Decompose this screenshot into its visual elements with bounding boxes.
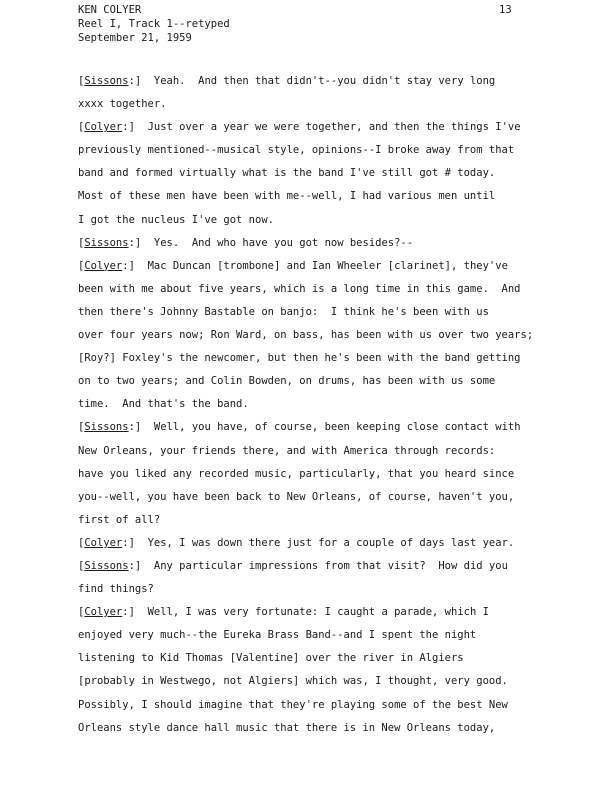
line-text: Well, I was very fortunate: I caught a parade, which I: [134, 606, 489, 619]
line-text: then there's Johnny Bastable on banjo: I think he's been with us: [78, 305, 489, 318]
line-text: New Orleans, your friends there, and with America through records:: [78, 444, 496, 457]
speaker-label: Sissons: [84, 559, 129, 572]
transcript-line: [78, 162, 608, 185]
transcript-line: [Colyer:] Yes, I was down there just for a couple of days last year.: [78, 536, 515, 549]
line-text: time. And that's the band.: [78, 398, 249, 411]
transcript-line: [Colyer:] Mac Duncan [trombone] and Ian Wheeler [clarinet], they've: [78, 259, 508, 272]
transcript-line: [78, 463, 608, 486]
transcript-line: [78, 694, 608, 717]
transcript-line: [78, 578, 608, 601]
transcript-line: [78, 347, 608, 370]
line-text: [Roy?] Foxley's the newcomer, but then he's been with the band getting: [78, 352, 521, 365]
transcript-line: [78, 370, 608, 393]
line-text: Well, you have, of course, been keeping close contact with: [141, 421, 521, 434]
line-text: listening to Kid Thomas [Valentine] over the river in Algiers: [78, 652, 464, 665]
transcript-line: [78, 93, 608, 116]
line-text: have you liked any recorded music, particularly, that you heard since: [78, 467, 515, 480]
transcript-line: [78, 486, 608, 509]
transcript-line: [Sissons:] Yeah. And then that didn't--you didn't stay very long: [78, 75, 496, 87]
speaker-label: Colyer: [84, 536, 123, 549]
line-text: [probably in Westwego, not Algiers] which was, I thought, very good.: [78, 675, 508, 688]
line-text: Mac Duncan [trombone] and Ian Wheeler [clarinet], they've: [134, 259, 508, 272]
transcript-line: [78, 670, 608, 693]
line-text: find things?: [78, 583, 154, 596]
transcript-line: [78, 139, 608, 162]
line-text: on to two years; and Colin Bowden, on drums, has been with us some: [78, 375, 496, 388]
transcript-line: [Sissons:] Yes. And who have you got now besides?--: [78, 236, 414, 249]
header-reel-track: Reel I, Track 1--retyped: [78, 18, 230, 30]
header-date: September 21, 1959: [78, 32, 192, 44]
line-text: Yeah. And then that didn't--you didn't stay very long: [141, 75, 496, 87]
line-text: first of all?: [78, 513, 161, 526]
speaker-label: Colyer: [84, 259, 123, 272]
line-text: xxxx together.: [78, 98, 167, 111]
transcript-line: [78, 324, 608, 347]
line-text: Yes, I was down there just for a couple of days last year.: [134, 536, 515, 549]
speaker-label: Sissons: [84, 75, 129, 87]
line-text: Orleans style dance hall music that there is in New Orleans today,: [78, 721, 496, 734]
transcript-line: [78, 278, 608, 301]
transcript-line: [Colyer:] Well, I was very fortunate: I caught a parade, which I: [78, 606, 489, 619]
transcript-line: [78, 440, 608, 463]
transcript-line: [78, 185, 608, 208]
transcript-line: [78, 301, 608, 324]
line-text: Most of these men have been with me--well, I had various men until: [78, 190, 496, 203]
transcript-line: [78, 209, 608, 232]
line-text: Yes. And who have you got now besides?--: [141, 236, 414, 249]
speaker-label: Sissons: [84, 421, 129, 434]
line-text: been with me about five years, which is a long time in this game. And: [78, 282, 521, 295]
transcript-line: [Sissons:] Well, you have, of course, been keeping close contact with: [78, 421, 521, 434]
transcript-line: [78, 393, 608, 416]
line-text: Possibly, I should imagine that they're playing some of the best New: [78, 698, 508, 711]
line-text: enjoyed very much--the Eureka Brass Band--and I spent the night: [78, 629, 477, 642]
transcript-line: [78, 647, 608, 670]
line-text: band and formed virtually what is the band I've still got # today.: [78, 167, 496, 180]
page-number: 13: [499, 4, 512, 16]
transcript-line: [78, 624, 608, 647]
line-text: over four years now; Ron Ward, on bass, has been with us over two years;: [78, 329, 534, 342]
speaker-label: Colyer: [84, 121, 123, 134]
speaker-label: Colyer: [84, 606, 123, 619]
transcript-line: [78, 717, 608, 740]
line-text: you--well, you have been back to New Orleans, of course, haven't you,: [78, 490, 515, 503]
line-text: previously mentioned--musical style, opinions--I broke away from that: [78, 144, 515, 157]
line-text: Just over a year we were together, and then the things I've: [134, 121, 521, 134]
header-interviewee: KEN COLYER: [78, 4, 142, 16]
transcript-line: [Colyer:] Just over a year we were together, and then the things I've: [78, 121, 521, 134]
document-header: [78, 3, 230, 45]
speaker-label: Sissons: [84, 236, 129, 249]
transcript-line: [Sissons:] Any particular impressions from that visit? How did you: [78, 559, 508, 572]
line-text: Any particular impressions from that visit? How did you: [141, 559, 508, 572]
transcript-line: [78, 509, 608, 532]
line-text: I got the nucleus I've got now.: [78, 213, 274, 226]
transcript-body: [78, 70, 608, 740]
